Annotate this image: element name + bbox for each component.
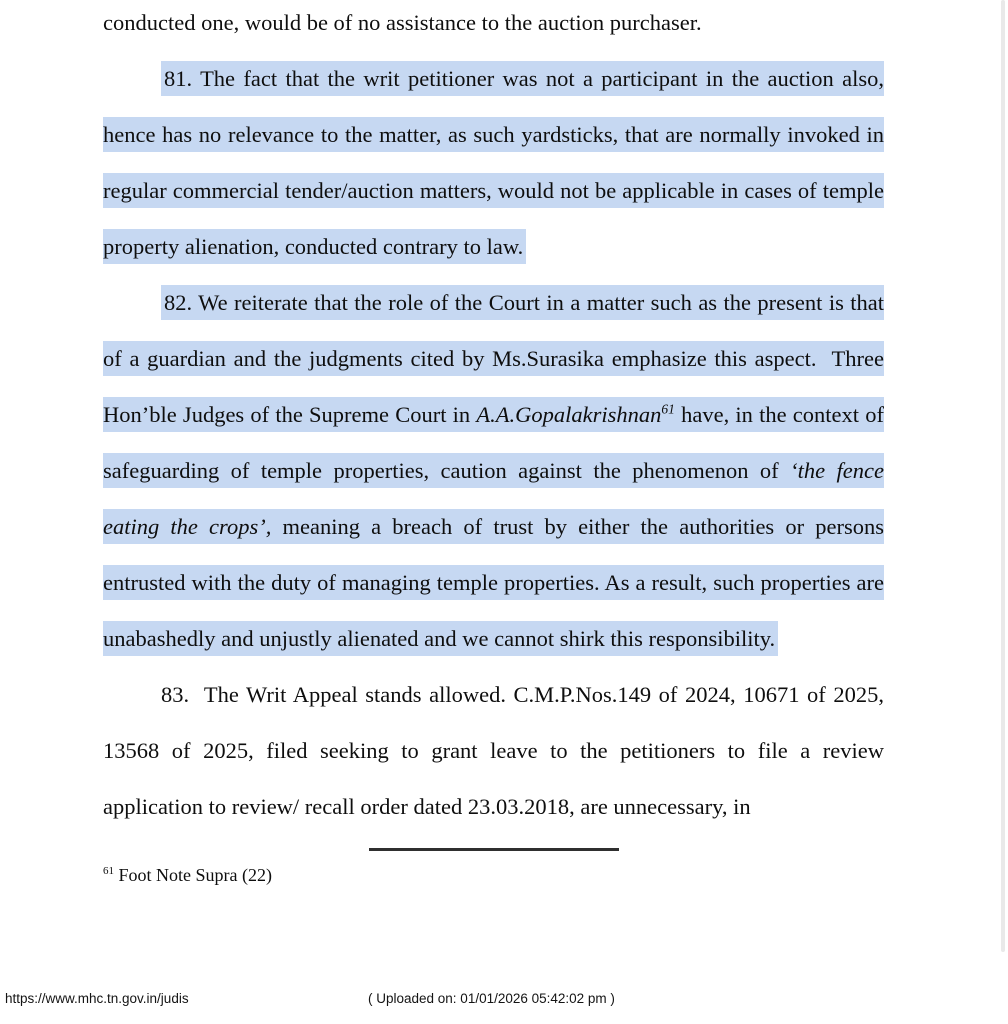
paragraph-text: 81. The fact that the writ petitioner was not a participant in the auction also, hence has no relevance to the matter, as such yardsticks, that are normally invoked in regular commercial tender/auction matters, would not be applicable in cases of temple property alienation, conducted contrary to law. bbox=[103, 66, 884, 259]
page-footer bbox=[0, 991, 1008, 1011]
paragraph-82 bbox=[103, 275, 884, 667]
highlighted-text bbox=[103, 61, 884, 264]
source-url: https://www.mhc.tn.gov.in/judis bbox=[5, 991, 189, 1006]
paragraph-text: 83. The Writ Appeal stands allowed. C.M.P.Nos.149 of 2024, 10671 of 2025, 13568 of 2025, filed seeking to grant leave to the petitioners to file a review application to review/ recall order dated 23.03.2018, are unnecessary, in bbox=[103, 682, 884, 819]
uploaded-timestamp: ( Uploaded on: 01/01/2026 05:42:02 pm ) bbox=[368, 991, 615, 1006]
quoted-phrase: ‘the fence eating the crops’, bbox=[103, 458, 884, 539]
continuation-paragraph bbox=[103, 0, 884, 51]
highlighted-text bbox=[103, 285, 884, 656]
paragraph-83 bbox=[103, 667, 884, 835]
paragraph-text: conducted one, would be of no assistance to the auction purchaser. bbox=[103, 10, 702, 35]
case-citation: A.A.Gopalakrishnan bbox=[476, 402, 662, 427]
footnote-text: Foot Note Supra (22) bbox=[114, 865, 272, 886]
judgment-page-text bbox=[103, 0, 884, 888]
paragraph-81 bbox=[103, 51, 884, 275]
paragraph-text: meaning a breach of trust by either the authorities or persons entrusted with the duty of managing temple properties. As a result, such properties are unabashedly and unjustly alienated and we cannot shirk this responsibility. bbox=[103, 514, 884, 651]
footnote-separator bbox=[369, 848, 619, 851]
paragraph-text: have, in the context of safeguarding of temple properties, caution against the phenomenon of bbox=[103, 402, 884, 483]
footnote-reference: 61 bbox=[661, 401, 675, 417]
footnote-marker: 61 bbox=[103, 865, 114, 878]
paragraph-text: 82. We reiterate that the role of the Court in a matter such as the present is that of a guardian and the judgments cited by Ms.Surasika emphasize this aspect. Three Hon’ble Judges of the Supreme Court in bbox=[103, 290, 884, 427]
footnote bbox=[103, 862, 884, 888]
vertical-scrollbar[interactable] bbox=[1001, 0, 1005, 952]
